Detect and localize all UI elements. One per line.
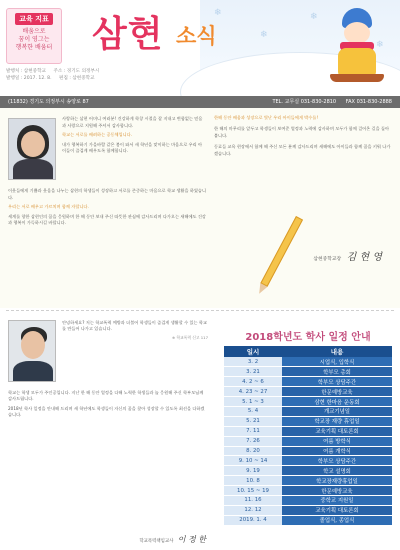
schedule-date: 10. 15 ~ 19 [224,486,282,496]
snowflake-icon: ❄ [310,12,318,22]
schedule-event: 한문예방교육 [282,486,392,496]
phone-number: TEL. 교무실 031-830-2810 [272,99,337,105]
teacher-signature [30,534,206,545]
teacher-paragraph: 안녕하세요? 저는 학교폭력 예방과 더불어 학생들이 즐겁게 생활할 수 있는 학교를 만들어 나가고 있습니다. [62,320,207,332]
principal-message-top [62,116,204,158]
table-row [224,466,392,476]
snowflake-icon: ❄ [260,30,268,40]
principal-accent-line: 우리는 서로 배우고 가르치며 함께 자랍니다. [8,204,89,210]
schedule-event: 한문예방교육 [282,387,392,397]
schedule-event: 학교장 재량 휴업일 [282,416,392,426]
table-row [224,367,392,377]
poem-accent-line: 한해 동안 배움과 성장으로 빛난 우리 아이들에게 박수를! [214,115,319,120]
schedule-date: 9. 10 ~ 14 [224,456,282,466]
fax-number: FAX 031-830-2888 [345,99,392,105]
principal-name: 김 현 영 [346,252,382,263]
table-row [224,515,392,525]
schedule-event: 학부모 상담주간 [282,456,392,466]
schedule-event: 학부모 총회 [282,367,392,377]
school-address: (11832) 경기도 의정부시 송양로 87 [8,99,89,105]
table-row [224,426,392,436]
table-row [224,446,392,456]
address-text: 주소 : 경기도 의정부시 [53,69,100,74]
address-bar [0,96,400,108]
schedule-date: 5. 4 [224,406,282,416]
education-goal-title: 교육 지표 [15,13,53,25]
snowflake-icon: ❄ [214,8,222,18]
schedule-title: 2018학년도 학사 일정 안내 [245,332,371,343]
publication-info [6,68,246,82]
table-row [224,505,392,515]
table-row [224,397,392,407]
table-header-row [224,346,392,357]
principal-accent-line: 학교는 서로를 배려하는 공동체입니다. [62,132,133,138]
schedule-date: 3. 21 [224,367,282,377]
principal-poem [214,114,392,161]
masthead [0,0,400,96]
table-row [224,436,392,446]
schedule-event: 여름 개학식 [282,446,392,456]
poem-paragraph: 한 해의 마무리를 앞두고 학생들이 보여준 열정과 노력에 감사하며 모두가 함께 걸어온 길을 돌아봅니다. [214,126,390,138]
teacher-paragraph: 2018년 학사 일정을 안내해 드리며 새 학년에도 학생들이 자신의 꿈을 찾아 성장할 수 있도록 최선을 다하겠습니다. [8,405,205,418]
schedule-date: 11. 16 [224,495,282,505]
schedule-date: 10. 8 [224,476,282,486]
table-row [224,377,392,387]
section-divider [6,310,394,311]
table-row [224,357,392,367]
schedule-event: 졸업식, 종업식 [282,515,392,525]
principal-photo [8,118,56,180]
table-row [224,416,392,426]
table-row [224,406,392,416]
schedule-event: 학부모 상담주간 [282,377,392,387]
principal-title: 삼현중학교장 [313,257,342,262]
editor-text: 편집 : 삼현중학교 [59,76,95,81]
table-row [224,495,392,505]
principal-intro: 사랑하는 삼현 어머니 여러분! 건강하게 학창 시절을 잘 지내고 변함없는 믿음과 사랑으로 지원해 주셔서 감사합니다. [62,116,203,128]
teacher-message-section [0,314,214,550]
schedule-date: 7. 26 [224,436,282,446]
newsletter-subtitle: 소식 [176,24,217,48]
teacher-note: ※ 학교폭력 신고 117 [171,334,208,340]
teacher-paragraph: 학교는 학생 모두가 주인공입니다. 지난 한 해 동안 열정을 다해 노력한 학생들과 늘 응원해 주신 학부모님께 감사드립니다. [8,390,204,402]
principal-message-section [0,108,400,308]
schedule-event: 여름 방학식 [282,436,392,446]
newsletter-title: 삼현 [92,14,164,55]
schedule-event: 중학교 지원일 [282,495,392,505]
schedule-event: 학교 설명회 [282,466,392,476]
schedule-date: 3. 2 [224,357,282,367]
teacher-message-top [62,320,208,343]
schedule-date: 9. 19 [224,466,282,476]
publisher-text: 발행처 : 삼현중학교 [6,69,46,74]
schedule-date: 2019. 1. 4 [224,515,282,525]
education-goal-line: 행복한 배움터 [15,44,53,51]
column-header-date: 일시 [224,346,282,357]
education-goal-line: 꿈이 영그는 [18,36,50,43]
table-row [224,387,392,397]
education-goal-box [6,8,62,64]
principal-signature [222,248,382,263]
academic-schedule-table [224,346,392,526]
schedule-date: 12. 12 [224,505,282,515]
schedule-date: 5. 1 ~ 3 [224,397,282,407]
table-row [224,486,392,496]
teacher-title: 학교폭력책임교사 [139,539,174,544]
principal-paragraph: 내가 행복하기 가을바람 같은 봄이 와서 새 학년을 맞이하는 마음으로 우리 아이들이 즐겁게 배우도록 함께합니다. [62,141,203,154]
education-goal-line: 배움으로 [22,28,46,35]
schedule-event: 개교기념일 [282,406,392,416]
schedule-date: 7. 11 [224,426,282,436]
teacher-name: 이 정 한 [177,535,206,544]
principal-paragraph: 이웃들에게 기쁨과 웃음을 나누는 삼현의 학생들이 성장하고 서로를 존중하는 마음으로 학교 생활을 하였습니다. [8,188,207,200]
schedule-date: 4. 2 ~ 6 [224,377,282,387]
schedule-event: 시업식, 입학식 [282,357,392,367]
schedule-date: 5. 21 [224,416,282,426]
teacher-photo [8,320,56,382]
principal-message-bottom [8,188,206,230]
issue-date-text: 발행일 : 2017. 12. 8. [6,76,52,81]
teacher-message-bottom [8,390,208,422]
schedule-date: 4. 23 ~ 27 [224,387,282,397]
table-row [224,456,392,466]
column-header-event: 내용 [282,346,392,357]
table-row [224,476,392,486]
schedule-event: 교육기획 대토론회 [282,426,392,436]
schedule-event: 학교장재량휴업일 [282,476,392,486]
sledding-child-illustration [330,8,384,86]
schedule-date: 8. 20 [224,446,282,456]
schedule-event: 삼현 한마음 운동회 [282,397,392,407]
principal-paragraph: 세계를 향한 삼현인의 꿈을 응원하며 한 해 동안 보내 주신 따뜻한 관심에 감사드리며 다가오는 새해에도 건강과 행복이 가득하시길 바랍니다. [8,213,206,226]
snowflake-icon: ❄ [376,40,384,50]
poem-paragraph: 동료들 교육 현장에서 함께 해 주신 모든 분께 감사드리며 새해에도 아이들과 함께 꿈을 키워 나가겠습니다. [214,144,391,156]
schedule-event: 교육기획 대토론회 [282,505,392,515]
